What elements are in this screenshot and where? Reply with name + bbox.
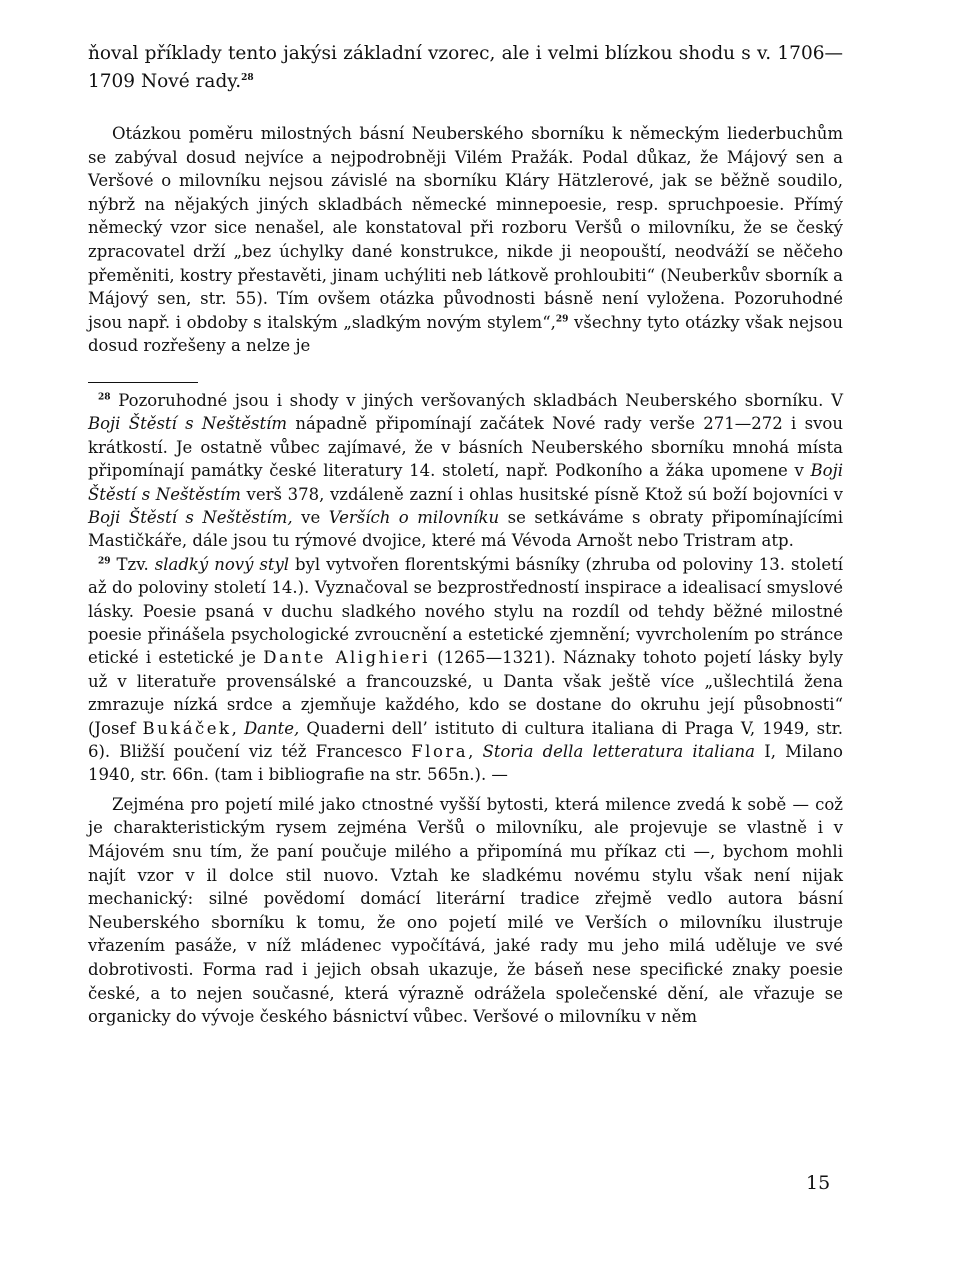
fn-author: Flora — [411, 742, 469, 762]
fn-text: nápadně připomínají začátek Nové rady verše 271—272 i svou krátkostí. Je ostatně vůbec zajímavé, že v básních Neuberského sborníku mnohá místa připomínají památky české literatury 14. století, např. Podkoního a žáka upomene v — [88, 414, 843, 481]
fn-text: Quaderni dell’ istituto di cultura italiana di Praga V, 1949, str. 6). Bližší poučení viz též Francesco — [88, 718, 844, 762]
body-paragraph-1 — [88, 122, 843, 358]
body-text-1-end: všechny tyto otázky však nejsou dosud rozřešeny a nelze je — [88, 312, 843, 356]
fn-text: Pozoruhodné jsou i shody v jiných veršovaných skladbách Neuberského sborníku. V — [110, 390, 843, 410]
fn-text: se setkáváme s obraty připomínajícími Mastičkáře, dále jsou tu rýmové dvojice, které má Vévoda Arnošt nebo Tristram atp. — [88, 507, 844, 551]
page-number: 15 — [806, 1172, 831, 1194]
body-paragraph-2: Zejména pro pojetí milé jako ctnostné vyšší bytosti, která milence zvedá k sobě — což je charakteristickým rysem zejména Veršů o milovníku, ale projevuje se vlastně i v Májovém snu tím, že paní poučuje milého a připomíná mu příkaz cti —, bychom mohli najít vzor v il dolce stil nuovo. Vztah ke sladkému novému stylu však není nijak mechanický: silné povědomí domácí literární tradice zřejmě vedlo autora básní Neuberského sborníku k tomu, že ono pojetí milé ve Verších o milovníku ilustruje vřazením pasáže, v níž mládenec vypočítává, jaké rady mu jeho milá uděluje ve své dobrotivosti. Forma rad i jejich obsah ukazuje, že báseň nese specifické znaky poesie české, a to nejen současné, která výrazně odrážela společenské dění, ale vřazuje se organicky do vývoje českého básnictví vůbec. Veršové o milovníku v něm — [88, 794, 843, 1027]
fn-text: verš 378, vzdáleně zazní i ohlas husitské písně Ktož sú boží bojovníci v — [240, 484, 843, 504]
fn-title: Storia della letteratura italiana — [482, 742, 756, 762]
fn-title: Verších o milovníku — [328, 507, 500, 527]
footnote-separator — [88, 382, 198, 383]
fn-author: Dante Alighieri — [263, 648, 430, 668]
fn-text: I, Milano 1940, str. 66n. (tam i bibliografie na str. 565n.). — — [88, 742, 843, 785]
footnote-28 — [88, 389, 843, 553]
fn-title: Boji Štěstí s Neštěstím, — [88, 507, 293, 527]
footnote-29 — [88, 553, 843, 787]
intro-text: ňoval příklady tento jakýsi základní vzorec, ale i velmi blízkou shodu s v. 1706—1709 Nové rady. — [88, 43, 843, 92]
fn-author: Bukáček — [142, 718, 232, 738]
intro-paragraph — [88, 40, 843, 96]
footnote-number: 29 — [98, 556, 111, 567]
fn-text: , — [468, 742, 483, 762]
fn-text: , — [231, 718, 244, 738]
footnote-ref-29[interactable]: 29 — [555, 314, 569, 325]
footnote-ref-28[interactable]: 28 — [241, 72, 254, 83]
fn-title: Dante, — [243, 718, 300, 738]
fn-text: Tzv. — [110, 554, 155, 574]
body-text-1: Otázkou poměru milostných básní Neuberského sborníku k německým liederbuchům se zabýval dosud nejvíce a nejpodrobněji Vilém Pražák. Podal důkaz, že Májový sen a Veršové o milovníku nejsou závislé na sborníku Kláry Hätzlerové, jak se běžně soudilo, nýbrž na nějakých jiných skladbách německé minnepoesie, resp. spruchpoesie. Přímý německý vzor sice nenašel, ale konstatoval při rozboru Veršů o milovníku, že se český zpracovatel drží „bez úchylky dané konstrukce, nikde ji neopouští, neodváží se něčeho přeměniti, kostry přestavěti, jinam uchýliti neb látkově prohloubiti“ (Neuberkův sborník a Májový sen, str. 55). Tím ovšem otázka původnosti básně není vyložena. Pozoruhodné jsou např. i obdoby s italským „sladkým novým stylem“, — [88, 124, 843, 332]
fn-title: Boji Štěstí s Neštěstím — [88, 461, 843, 504]
footnote-number: 28 — [98, 392, 111, 403]
fn-title: sladký nový styl — [154, 554, 290, 574]
fn-text: (1265—1321). Náznaky tohoto pojetí lásky byly už v literatuře provensálské a francouzské, u Danta však ještě více „ušlechtilá žena zmrazuje nízká srdce a zjemňuje každého, kdo se dostane do okruhu její působnosti“ (Josef — [88, 648, 843, 738]
page-content — [88, 40, 843, 1029]
fn-title: Boji Štěstí s Neštěstím — [88, 414, 288, 434]
fn-text: byl vytvořen florentskými básníky (zhruba od poloviny 13. století až do poloviny století 14.). Vyznačoval se bezprostředností inspirace a idealisací smyslové lásky. Poesie psaná v duchu sladkého nového stylu na rozdíl od tehdy běžné milostné poesie přinášela psychologické zvroucnění a estetické zjemnění; vyvrcholením po stránce etické i estetické je — [88, 554, 843, 668]
fn-text: ve — [292, 507, 329, 527]
